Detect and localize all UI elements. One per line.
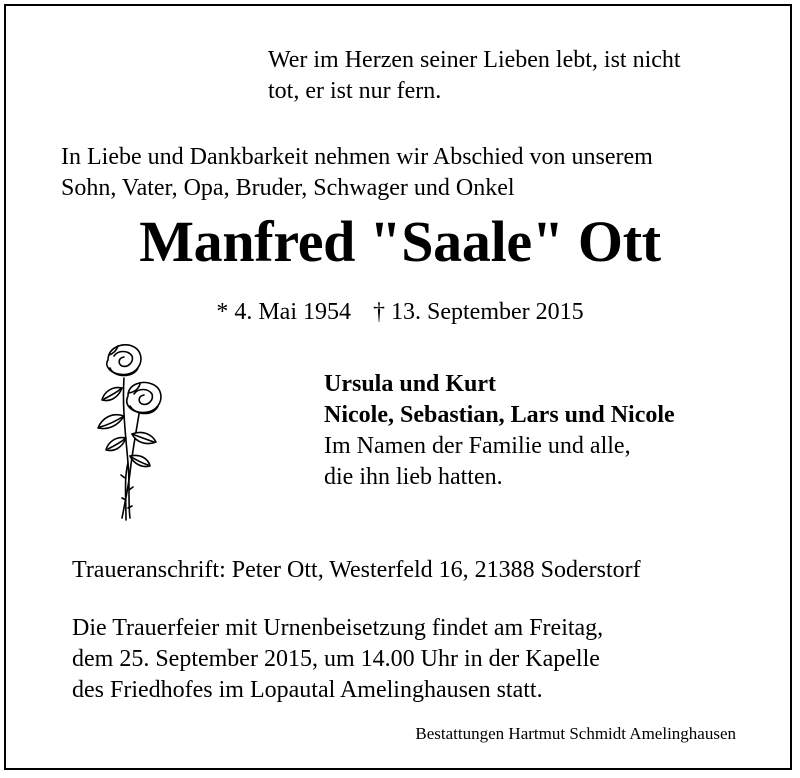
ceremony-line-1: Die Trauerfeier mit Urnenbeisetzung findet am Freitag, [72,615,604,641]
quote-line-2: tot, er ist nur fern. [268,78,442,104]
funeral-home: Bestattungen Hartmut Schmidt Amelinghausen [415,724,736,743]
rose-icon [78,338,170,522]
quote-line-1: Wer im Herzen seiner Lieben lebt, ist nicht [268,47,681,73]
ceremony-details [72,613,603,706]
mourning-address: Traueranschrift: Peter Ott, Westerfeld 16, 21388 Soderstorf [72,557,641,583]
mourners-line-4: die ihn lieb hatten. [324,464,503,490]
ceremony-line-2: dem 25. September 2015, um 14.00 Uhr in der Kapelle [72,646,600,672]
birth-date: * 4. Mai 1954 [216,299,352,325]
intro-text [61,142,653,204]
death-date: † 13. September 2015 [373,299,584,325]
intro-line-1: In Liebe und Dankbarkeit nehmen wir Abschied von unserem [61,144,653,170]
mourners-line-3: Im Namen der Familie und alle, [324,433,631,459]
ceremony-line-3: des Friedhofes im Lopautal Amelinghausen statt. [72,677,543,703]
life-dates [0,297,800,327]
mourners-line-1: Ursula und Kurt [324,371,497,397]
mourners-line-2: Nicole, Sebastian, Lars und Nicole [324,402,675,428]
mourners [324,369,675,493]
memorial-quote [268,45,681,107]
deceased-name: Manfred "Saale" Ott [139,209,661,274]
intro-line-2: Sohn, Vater, Opa, Bruder, Schwager und Onkel [61,175,515,201]
